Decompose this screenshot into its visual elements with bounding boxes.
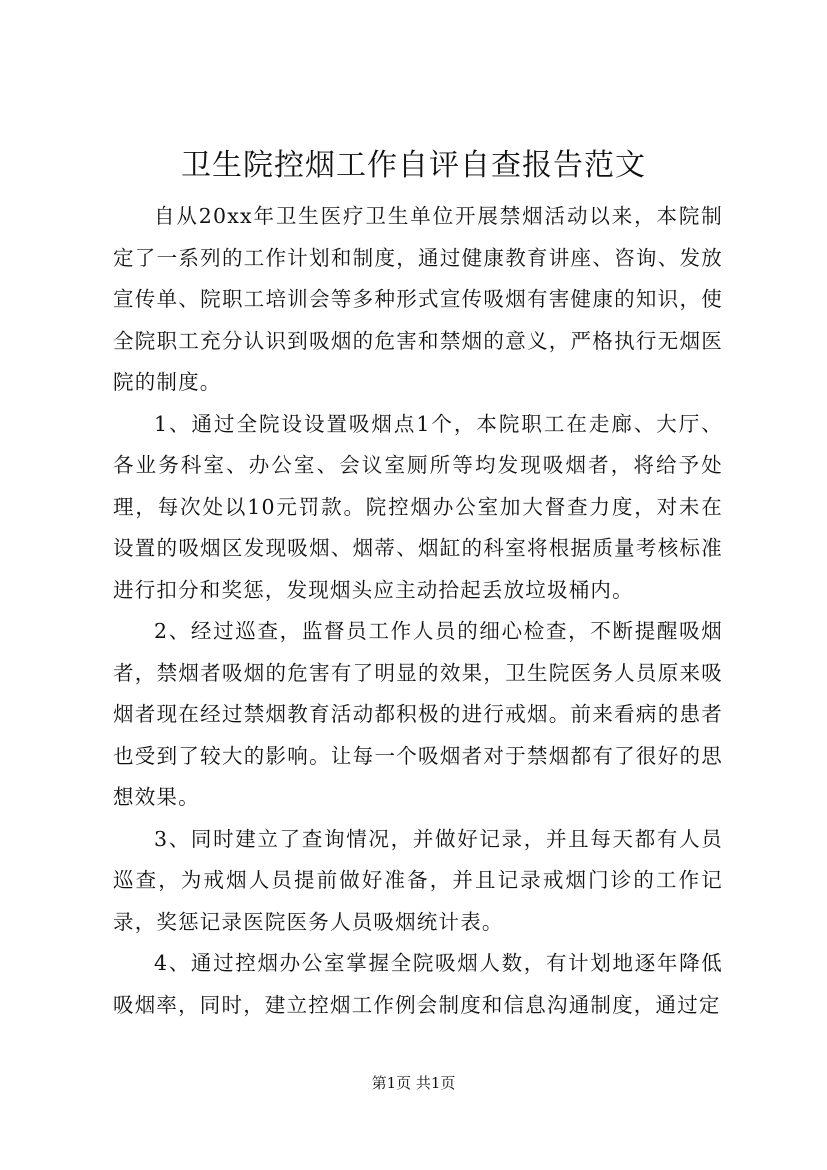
paragraph-item-1: 1、通过全院设设置吸烟点1个，本院职工在走廊、大厅、各业务科室、办公室、会议室厕所等均发现吸烟者，将给予处理，每次处以10元罚款。院控烟办公室加大督查力度，对未在设置的吸烟区发现吸烟、烟蒂、烟缸的科室将根据质量考核标准进行扣分和奖惩，发现烟头应主动拾起丢放垃圾桶内。 — [113, 411, 723, 602]
paragraph-intro: 自从20xx年卫生医疗卫生单位开展禁烟活动以来，本院制定了一系列的工作计划和制度，通过健康教育讲座、咨询、发放宣传单、院职工培训会等多种形式宣传吸烟有害健康的知识，使全院职工充分认识到吸烟的危害和禁烟的意义，严格执行无烟医院的制度。 — [113, 204, 723, 394]
paragraph-item-3: 3、同时建立了查询情况，并做好记录，并且每天都有人员巡查，为戒烟人员提前做好准备，并且记录戒烟门诊的工作记录，奖惩记录医院医务人员吸烟统计表。 — [113, 826, 723, 934]
page-number-footer: 第1页 共1页 — [371, 1074, 456, 1092]
paragraph-item-2: 2、经过巡查，监督员工作人员的细心检查，不断提醒吸烟者，禁烟者吸烟的危害有了明显的效果，卫生院医务人员原来吸烟者现在经过禁烟教育活动都积极的进行戒烟。前来看病的患者也受到了较大的影响。让每一个吸烟者对于禁烟都有了很好的思想效果。 — [113, 619, 723, 809]
document-title: 卫生院控烟工作自评自查报告范文 — [181, 148, 646, 183]
document-body — [113, 196, 723, 1026]
paragraph-item-4: 4、通过控烟办公室掌握全院吸烟人数，有计划地逐年降低吸烟率，同时，建立控烟工作例会制度和信息沟通制度，通过定 — [113, 951, 723, 1017]
